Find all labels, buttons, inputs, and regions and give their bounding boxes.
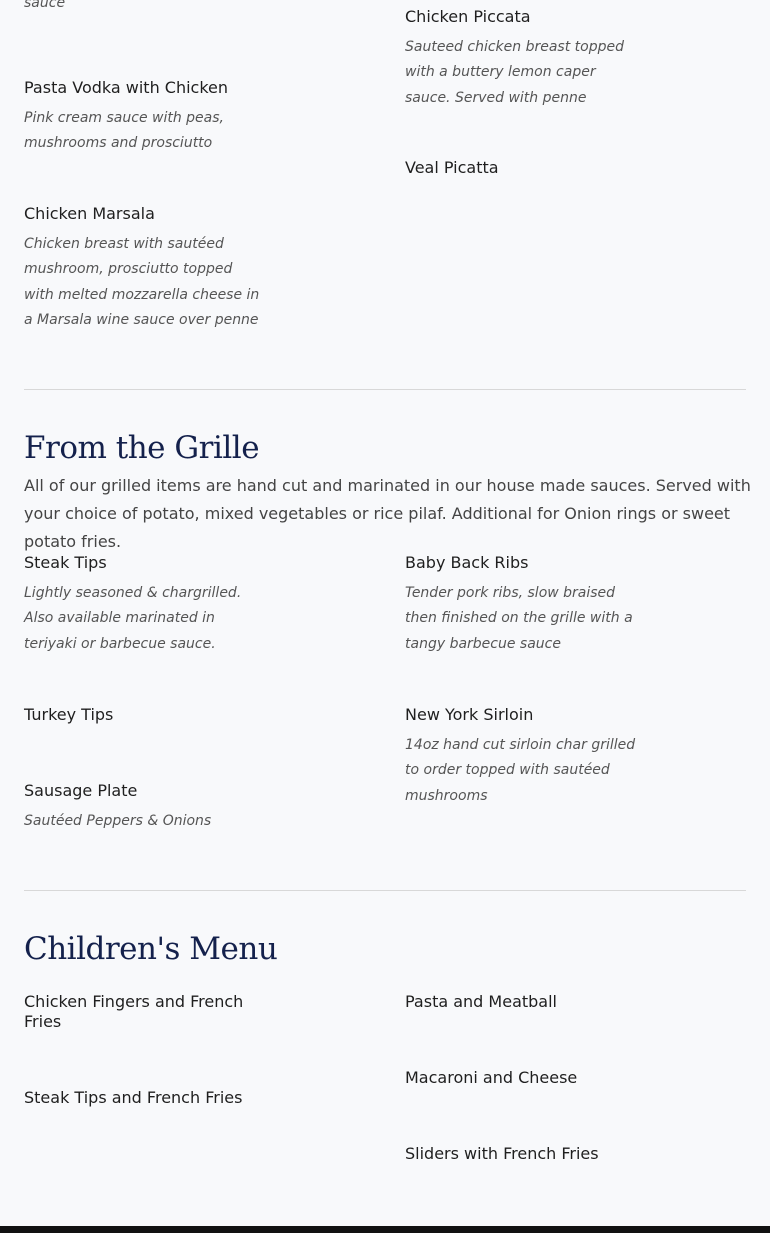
menu-item-chicken-marsala — [24, 204, 264, 333]
menu-item-kids-steak-tips — [24, 1088, 264, 1108]
menu-item-name: Steak Tips and French Fries — [24, 1088, 243, 1107]
menu-item-name: Chicken Marsala — [24, 204, 155, 223]
menu-item-name: Sliders with French Fries — [405, 1144, 599, 1163]
menu-item-name: Macaroni and Cheese — [405, 1068, 578, 1087]
menu-item-mac-cheese — [405, 1068, 645, 1088]
menu-item-name: Sausage Plate — [24, 781, 138, 800]
menu-item-desc: Tender pork ribs, slow braised then finished on the grille with a tangy barbecue sauce — [405, 585, 633, 652]
menu-item-name: Chicken Fingers and French Fries — [24, 992, 244, 1031]
menu-item-fragment — [24, 0, 264, 16]
menu-item-name: Pasta and Meatball — [405, 992, 557, 1011]
menu-item-desc: Sautéed Peppers & Onions — [24, 813, 212, 829]
menu-item-name: Steak Tips — [24, 553, 107, 572]
section-intro-grille: All of our grilled items are hand cut and marinated in our house made sauces. Served with your choice of potato, mixed vegetables or rice pilaf. Additional for Onion rings or sweet potato fries. — [24, 476, 751, 551]
menu-item-name: Baby Back Ribs — [405, 553, 529, 572]
menu-item-veal-picatta — [405, 158, 645, 178]
section-title-children: Children's Menu — [24, 931, 278, 967]
menu-item-desc: Sauteed chicken breast topped with a buttery lemon caper sauce. Served with penne — [405, 39, 624, 106]
menu-item-name: New York Sirloin — [405, 705, 534, 724]
menu-item-sausage-plate — [24, 781, 264, 834]
menu-item-name: Veal Picatta — [405, 158, 499, 177]
menu-item-new-york-sirloin — [405, 705, 645, 809]
menu-item-chicken-piccata — [405, 7, 645, 111]
section-title-grille: From the Grille — [24, 430, 260, 466]
menu-item-name: Chicken Piccata — [405, 7, 531, 26]
menu-item-name: Turkey Tips — [24, 705, 114, 724]
menu-item-sliders — [405, 1144, 645, 1164]
menu-item-desc: Chicken breast with sautéed mushroom, prosciutto topped with melted mozzarella cheese in a Marsala wine sauce over penne — [24, 236, 260, 328]
section-divider — [24, 389, 746, 390]
menu-item-pasta-meatball — [405, 992, 645, 1012]
menu-item-steak-tips — [24, 553, 264, 657]
menu-item-baby-back-ribs — [405, 553, 645, 657]
menu-item-desc: 14oz hand cut sirloin char grilled to order topped with sautéed mushrooms — [405, 737, 636, 804]
menu-item-pasta-vodka — [24, 78, 264, 157]
footer-bar — [0, 1226, 770, 1233]
menu-item-desc: Pink cream sauce with peas, mushrooms and prosciutto — [24, 110, 224, 152]
section-divider — [24, 890, 746, 891]
menu-item-desc: sauce — [24, 0, 66, 11]
menu-item-name: Pasta Vodka with Chicken — [24, 78, 229, 97]
menu-item-turkey-tips — [24, 705, 264, 725]
menu-item-chicken-fingers — [24, 992, 264, 1032]
menu-item-desc: Lightly seasoned & chargrilled. Also available marinated in teriyaki or barbecue sauce. — [24, 585, 242, 652]
